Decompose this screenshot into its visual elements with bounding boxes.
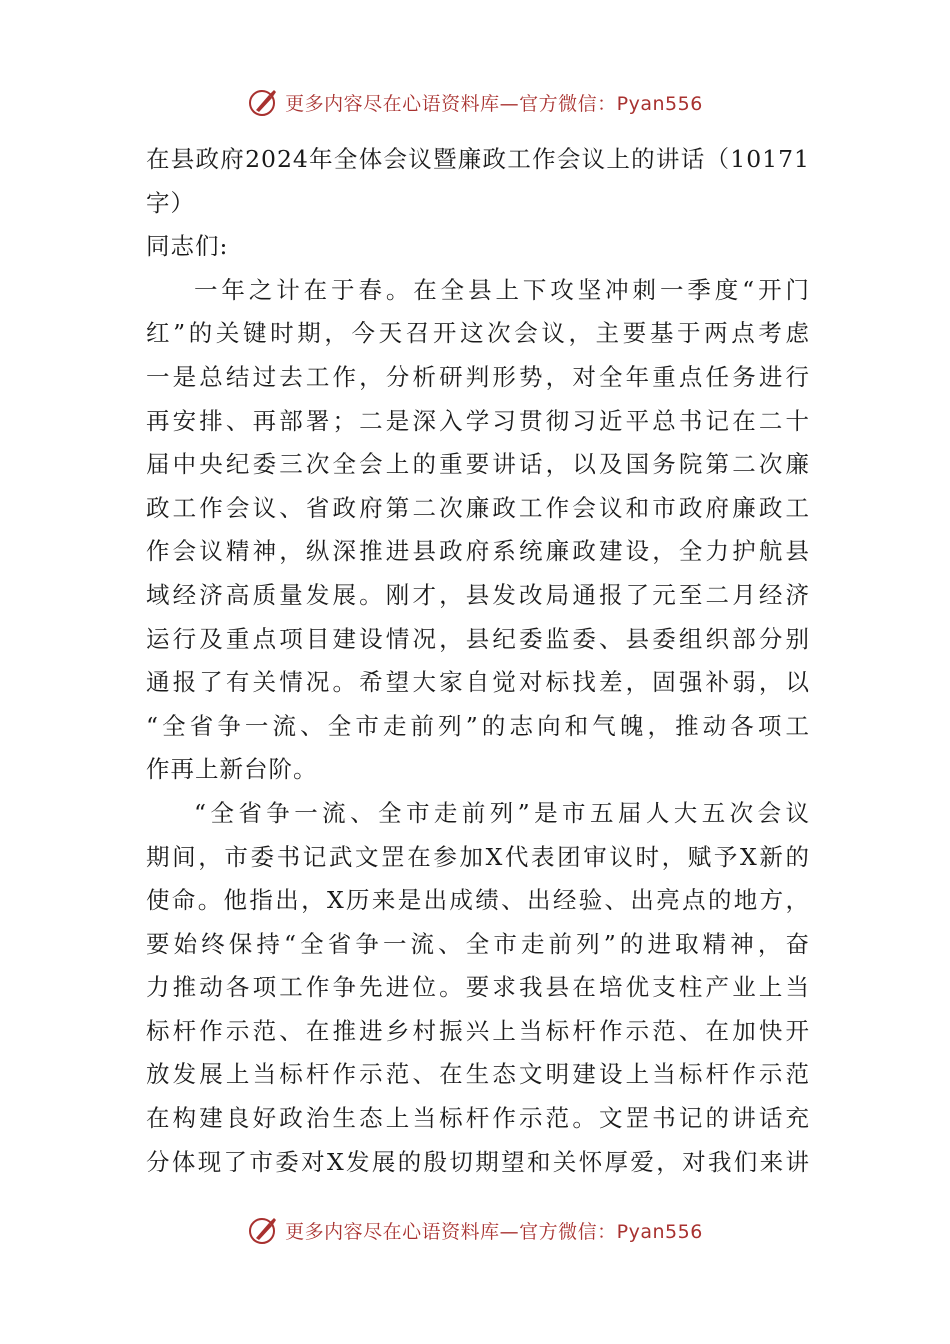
watermark-banner-bottom (0, 1210, 950, 1250)
paragraph-line: 红”的关键时期，今天召开这次会议，主要基于两点考虑 (146, 319, 810, 348)
paragraph-line: 作再上新台阶。 (146, 755, 318, 784)
watermark-text: 更多内容尽在心语资料库—官方微信：Pyan556 (285, 1220, 703, 1243)
salutation: 同志们: (146, 232, 229, 261)
title-line: 在县政府2024年全体会议暨廉政工作会议上的讲话（10171 (146, 145, 810, 173)
paragraph-line: 作会议精神，纵深推进县政府系统廉政建设，全力护航县 (146, 537, 810, 566)
paragraph-line: 使命。他指出，X历来是出成绩、出经验、出亮点的地方， (146, 886, 810, 915)
paragraph-line: 运行及重点项目建设情况，县纪委监委、县委组织部分别 (146, 624, 810, 653)
pen-logo-icon (247, 1214, 279, 1246)
watermark-text: 更多内容尽在心语资料库—官方微信：Pyan556 (285, 92, 703, 115)
watermark-banner-top (0, 82, 950, 122)
paragraph-line: 标杆作示范、在推进乡村振兴上当标杆作示范、在加快开 (146, 1016, 810, 1045)
paragraph-line: 期间，市委书记武文罡在参加X代表团审议时，赋予X新的 (146, 842, 810, 871)
paragraph-line: 一是总结过去工作，分析研判形势，对全年重点任务进行 (146, 362, 810, 391)
paragraph-line: 在构建良好政治生态上当标杆作示范。文罡书记的讲话充 (146, 1104, 810, 1133)
paragraph-line: 政工作会议、省政府第二次廉政工作会议和市政府廉政工 (146, 493, 810, 522)
paragraph-line: 域经济高质量发展。刚才，县发改局通报了元至二月经济 (146, 580, 810, 609)
paragraph-line: “全省争一流、全市走前列”是市五届人大五次会议 (194, 798, 810, 827)
paragraph-line: 通报了有关情况。希望大家自觉对标找差，固强补弱，以 (146, 668, 810, 697)
paragraph-line: 一年之计在于春。在全县上下攻坚冲刺一季度“开门 (194, 275, 810, 304)
paragraph-line: 再安排、再部署；二是深入学习贯彻习近平总书记在二十 (146, 406, 810, 435)
paragraph-line: 力推动各项工作争先进位。要求我县在培优支柱产业上当 (146, 973, 810, 1002)
paragraph-line: 要始终保持“全省争一流、全市走前列”的进取精神，奋 (146, 929, 810, 958)
pen-logo-icon (247, 86, 279, 118)
paragraph-line: “全省争一流、全市走前列”的志向和气魄，推动各项工 (146, 711, 810, 740)
document-body (146, 138, 810, 1184)
paragraph-line: 分体现了市委对X发展的殷切期望和关怀厚爱，对我们来讲 (146, 1147, 810, 1176)
paragraph-line: 届中央纪委三次全会上的重要讲话，以及国务院第二次廉 (146, 450, 810, 479)
title-line: 字） (146, 188, 195, 217)
paragraph-line: 放发展上当标杆作示范、在生态文明建设上当标杆作示范 (146, 1060, 810, 1089)
